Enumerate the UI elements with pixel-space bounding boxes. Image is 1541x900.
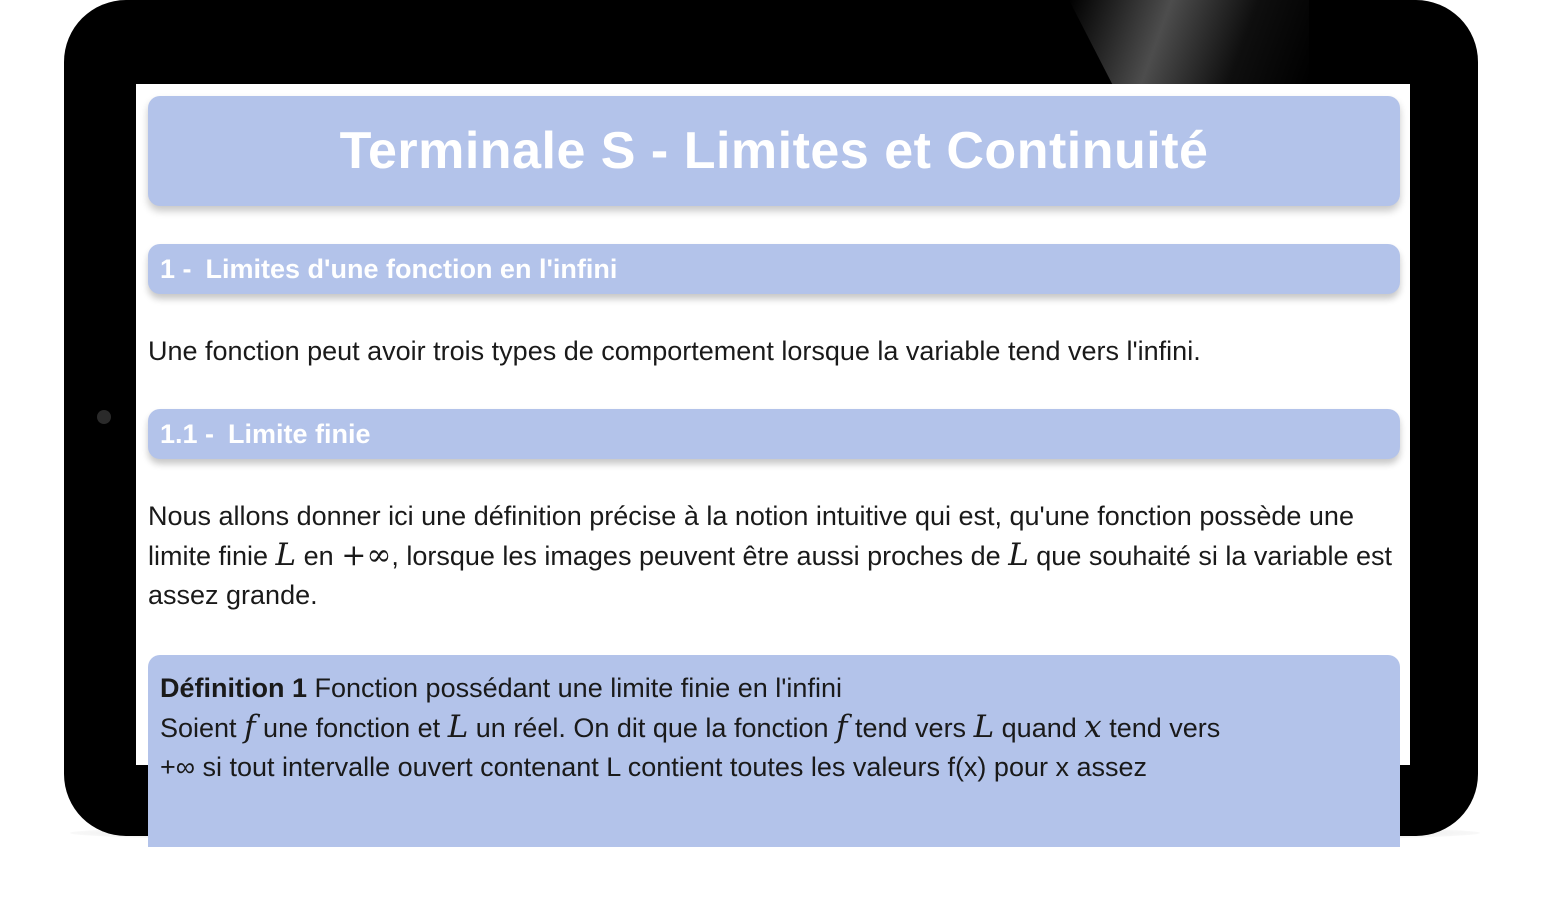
intro-paragraph: Une fonction peut avoir trois types de comportement lorsque la variable tend vers l'infini. <box>148 336 1201 366</box>
text-run: tend vers <box>847 713 974 743</box>
document-content <box>148 96 1400 847</box>
math-f: f <box>244 709 256 745</box>
definition-title-line <box>160 669 1388 708</box>
math-L: L <box>275 537 297 573</box>
bezel-glare <box>1069 0 1309 84</box>
text-run: une fonction et <box>255 713 448 743</box>
section-number: 1 - <box>160 253 192 284</box>
math-L: L <box>447 709 469 745</box>
page-title: Terminale S - Limites et Continuité <box>339 122 1209 180</box>
subsection-number: 1.1 - <box>160 418 215 449</box>
definition-box <box>148 655 1400 847</box>
text-run: en <box>296 541 342 571</box>
math-L: L <box>1008 537 1029 573</box>
section-heading-limites-infini <box>148 244 1400 294</box>
text-run: un réel. On dit que la fonction <box>468 713 837 743</box>
definition-label: Définition 1 <box>160 673 307 703</box>
page-title-bar <box>148 96 1400 206</box>
text-run: Soient <box>160 713 245 743</box>
subsection-heading-limite-finie <box>148 409 1400 459</box>
text-run: quand <box>994 713 1085 743</box>
app-screen[interactable] <box>136 84 1410 782</box>
limite-finie-paragraph <box>148 497 1400 615</box>
math-L: L <box>973 709 995 745</box>
math-x: x <box>1084 709 1102 745</box>
front-camera <box>97 410 111 424</box>
text-run: tend vers <box>1101 713 1221 743</box>
definition-body <box>160 708 1388 748</box>
math-plus-infinity: +∞ <box>341 538 392 573</box>
text-run: Nous allons donner ici une définition précise à la notion intuitive qui est, qu'une fonction possède une limite finie <box>148 501 1354 571</box>
subsection-title: Limite finie <box>228 418 371 449</box>
section-title: Limites d'une fonction en l'infini <box>205 253 618 284</box>
definition-heading: Fonction possédant une limite finie en l'infini <box>307 673 842 703</box>
text-run: que souhaité si la variable est assez grande. <box>148 541 1393 610</box>
math-f: f <box>836 709 848 745</box>
text-run: , lorsque les images peuvent être aussi proches de <box>391 541 1009 571</box>
definition-cut-line: +∞ si tout intervalle ouvert contenant L contient toutes les valeurs f(x) pour x assez <box>160 752 1148 782</box>
tablet-frame <box>64 0 1478 836</box>
